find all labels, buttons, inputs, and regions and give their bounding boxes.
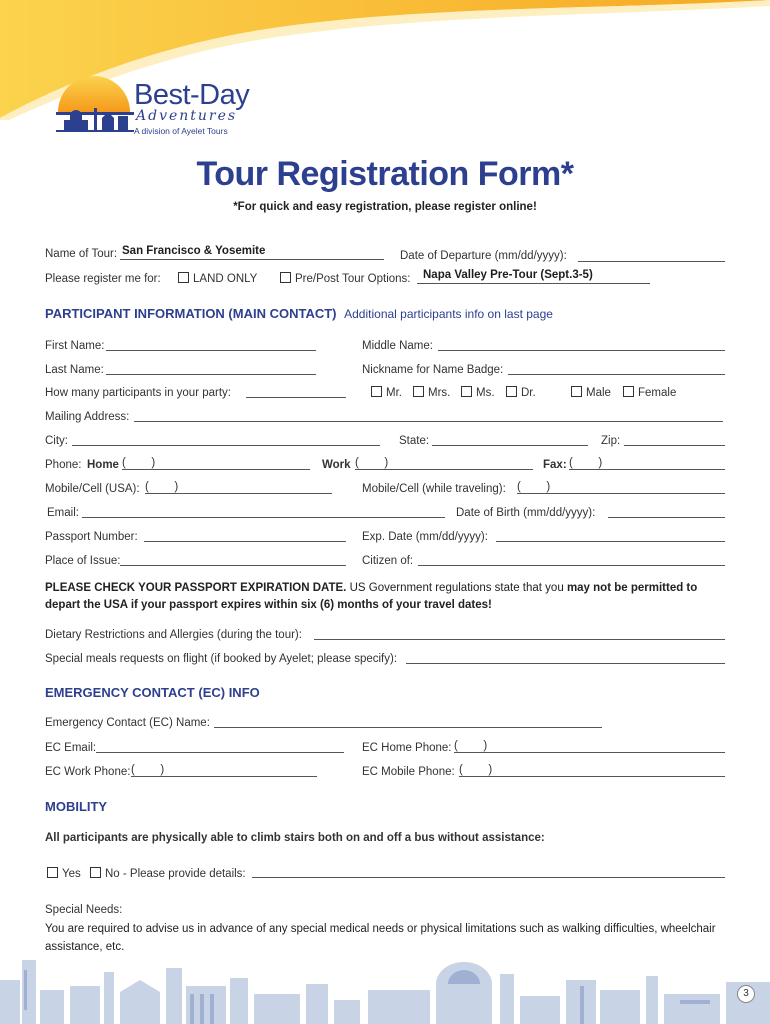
email-field[interactable] <box>82 517 445 518</box>
warning-line-2: depart the USA if your passport expires within six (6) months of your travel dates! <box>45 599 492 611</box>
first-name-field[interactable] <box>106 350 316 351</box>
participant-heading-note: Additional participants info on last page <box>344 307 553 321</box>
dob-label: Date of Birth (mm/dd/yyyy): <box>456 507 596 519</box>
ec-work-label: EC Work Phone: <box>45 766 131 778</box>
middle-name-field[interactable] <box>438 350 725 351</box>
brand-subline: A division of Ayelet Tours <box>134 126 228 136</box>
phone-label: Phone: <box>45 459 82 471</box>
skyline-illustration <box>0 950 770 1024</box>
yes-checkbox[interactable] <box>47 867 58 878</box>
mobility-statement: All participants are physically able to climb stairs both on and off a bus without assistance: <box>45 832 545 844</box>
advise-line-1: You are required to advise us in advance of any special medical needs or physical limitations such as walking difficulties, wheelchair <box>45 923 716 935</box>
passport-warning <box>45 580 697 614</box>
mailing-label: Mailing Address: <box>45 411 130 423</box>
male-label: Male <box>586 387 611 399</box>
state-label: State: <box>399 435 430 447</box>
ec-mobile-field[interactable] <box>459 776 725 777</box>
ec-home-field[interactable] <box>454 752 725 753</box>
city-field[interactable] <box>72 445 380 446</box>
prepost-value[interactable]: Napa Valley Pre-Tour (Sept.3-5) <box>423 269 593 281</box>
work-phone-field[interactable] <box>355 469 533 470</box>
ec-name-label: Emergency Contact (EC) Name: <box>45 717 210 729</box>
place-field[interactable] <box>120 565 346 566</box>
ms-checkbox[interactable] <box>461 386 472 397</box>
citizen-label: Citizen of: <box>362 555 414 567</box>
participant-heading <box>45 306 553 321</box>
female-label: Female <box>638 387 677 399</box>
ec-email-label: EC Email: <box>45 742 97 754</box>
work-phone-label: Work <box>322 459 351 471</box>
home-phone-field[interactable] <box>122 469 310 470</box>
logo-mark <box>54 68 136 138</box>
dr-label: Dr. <box>521 387 536 399</box>
fax-field[interactable] <box>569 469 725 470</box>
ec-work-areacode[interactable]: ( ) <box>131 764 165 776</box>
mobile-travel-field[interactable] <box>517 493 725 494</box>
fax-areacode[interactable]: ( ) <box>569 457 603 469</box>
warning-bold-1: PLEASE CHECK YOUR PASSPORT EXPIRATION DATE. <box>45 582 347 594</box>
tour-name-label: Name of Tour: <box>45 248 118 260</box>
ec-mobile-areacode[interactable]: ( ) <box>459 764 493 776</box>
title-ms-option[interactable] <box>461 386 495 400</box>
mobility-yes-option[interactable] <box>47 867 81 881</box>
mobility-heading: MOBILITY <box>45 799 108 814</box>
exp-field[interactable] <box>496 541 725 542</box>
mailing-field[interactable] <box>134 421 723 422</box>
nickname-field[interactable] <box>508 374 725 375</box>
home-phone-areacode[interactable]: ( ) <box>122 457 156 469</box>
last-name-field[interactable] <box>106 374 316 375</box>
party-label: How many participants in your party: <box>45 387 231 399</box>
dob-field[interactable] <box>608 517 725 518</box>
title-dr-option[interactable] <box>506 386 536 400</box>
mobility-details-field[interactable] <box>252 877 725 878</box>
yes-label: Yes <box>62 868 81 880</box>
mobile-travel-areacode[interactable]: ( ) <box>517 481 551 493</box>
prepost-field[interactable] <box>417 283 650 284</box>
page-subtitle: *For quick and easy registration, please register online! <box>233 201 537 213</box>
warning-bold-2: may not be permitted to <box>566 582 698 594</box>
meals-label: Special meals requests on flight (if booked by Ayelet; please specify): <box>45 653 398 665</box>
prepost-label: Pre/Post Tour Options: <box>295 273 411 285</box>
female-checkbox[interactable] <box>623 386 634 397</box>
mr-checkbox[interactable] <box>371 386 382 397</box>
mobility-no-option[interactable] <box>90 867 246 881</box>
page-number-text: 3 <box>743 988 749 999</box>
zip-field[interactable] <box>624 445 725 446</box>
mrs-label: Mrs. <box>428 387 451 399</box>
home-phone-label: Home <box>87 459 119 471</box>
nickname-label: Nickname for Name Badge: <box>362 364 504 376</box>
mrs-checkbox[interactable] <box>413 386 424 397</box>
email-label: Email: <box>47 507 79 519</box>
female-option[interactable] <box>623 386 676 400</box>
state-field[interactable] <box>432 445 588 446</box>
title-mrs-option[interactable] <box>413 386 450 400</box>
dr-checkbox[interactable] <box>506 386 517 397</box>
place-label: Place of Issue: <box>45 555 121 567</box>
fax-label: Fax: <box>543 459 567 471</box>
ms-label: Ms. <box>476 387 495 399</box>
zip-label: Zip: <box>601 435 621 447</box>
male-option[interactable] <box>571 386 611 400</box>
prepost-option[interactable] <box>280 272 410 286</box>
mr-label: Mr. <box>386 387 402 399</box>
page-number <box>737 985 755 1003</box>
ec-email-field[interactable] <box>96 752 344 753</box>
city-label: City: <box>45 435 68 447</box>
title-mr-option[interactable] <box>371 386 402 400</box>
middle-name-label: Middle Name: <box>362 340 433 352</box>
participant-heading-text: PARTICIPANT INFORMATION (MAIN CONTACT) <box>45 306 337 321</box>
special-needs-label: Special Needs: <box>45 904 123 916</box>
tour-name-field[interactable] <box>120 259 384 260</box>
brand-name: Best-Day <box>134 79 250 111</box>
emergency-heading: EMERGENCY CONTACT (EC) INFO <box>45 685 260 700</box>
last-name-label: Last Name: <box>45 364 104 376</box>
departure-field[interactable] <box>578 261 725 262</box>
mobile-travel-label: Mobile/Cell (while traveling): <box>362 483 506 495</box>
land-only-label: LAND ONLY <box>193 273 258 285</box>
citizen-field[interactable] <box>418 565 725 566</box>
prepost-checkbox[interactable] <box>280 272 291 283</box>
dietary-label: Dietary Restrictions and Allergies (during the tour): <box>45 629 302 641</box>
tour-name-value[interactable]: San Francisco & Yosemite <box>122 245 266 257</box>
no-label: No - Please provide details: <box>105 868 246 880</box>
brand-tagline: Adventures <box>136 108 238 124</box>
mobile-usa-label: Mobile/Cell (USA): <box>45 483 140 495</box>
ec-mobile-label: EC Mobile Phone: <box>362 766 455 778</box>
mobile-usa-field[interactable] <box>145 493 332 494</box>
meals-field[interactable] <box>406 663 725 664</box>
work-phone-areacode[interactable]: ( ) <box>355 457 389 469</box>
no-checkbox[interactable] <box>90 867 101 878</box>
ec-home-areacode[interactable]: ( ) <box>454 740 488 752</box>
land-only-checkbox[interactable] <box>178 272 189 283</box>
advise-line-2: assistance, etc. <box>45 941 125 953</box>
dietary-field[interactable] <box>314 639 725 640</box>
ec-work-field[interactable] <box>131 776 317 777</box>
land-only-option[interactable] <box>178 272 257 286</box>
passport-label: Passport Number: <box>45 531 138 543</box>
page-title: Tour Registration Form* <box>196 155 574 193</box>
mobile-usa-areacode[interactable]: ( ) <box>145 481 179 493</box>
ec-home-label: EC Home Phone: <box>362 742 452 754</box>
exp-label: Exp. Date (mm/dd/yyyy): <box>362 531 488 543</box>
register-label: Please register me for: <box>45 273 161 285</box>
departure-label: Date of Departure (mm/dd/yyyy): <box>400 250 567 262</box>
party-field[interactable] <box>246 397 346 398</box>
ec-name-field[interactable] <box>214 727 602 728</box>
warning-text-1: US Government regulations state that you <box>346 582 567 594</box>
passport-field[interactable] <box>144 541 346 542</box>
first-name-label: First Name: <box>45 340 105 352</box>
male-checkbox[interactable] <box>571 386 582 397</box>
